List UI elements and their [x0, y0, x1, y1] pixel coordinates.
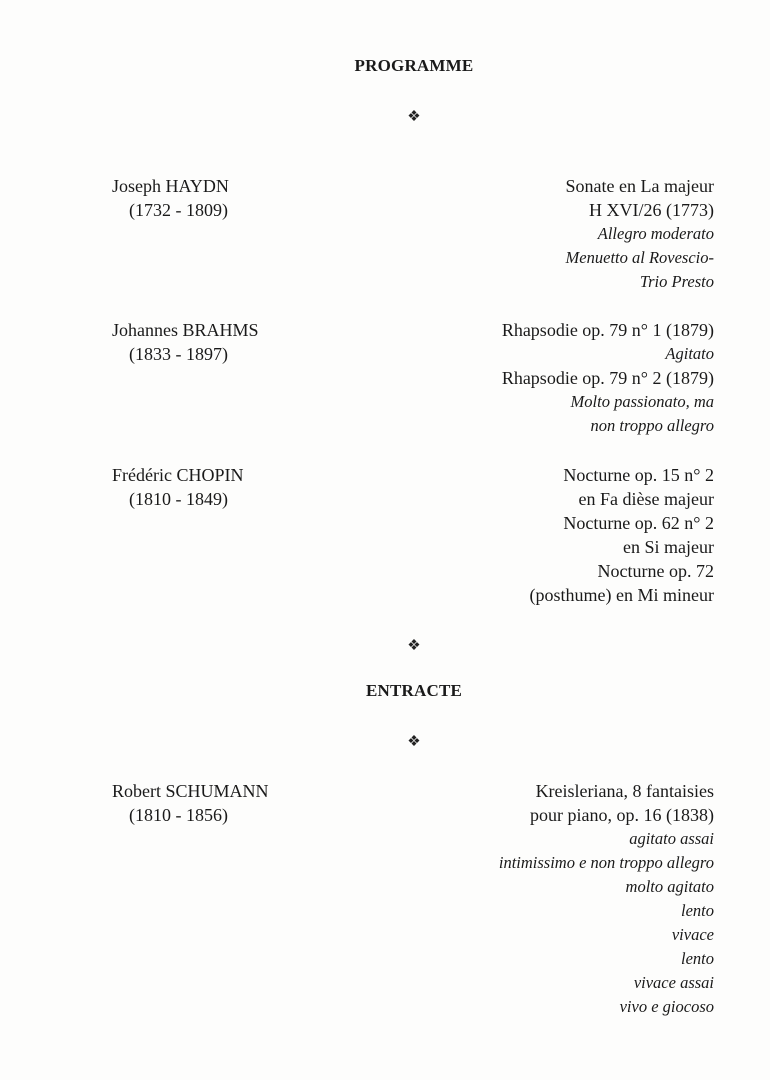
works-chopin [530, 463, 714, 607]
composer-name: Joseph HAYDN [112, 176, 229, 196]
work-line: Sonate en La majeur [565, 176, 714, 196]
work-line: H XVI/26 (1773) [589, 200, 714, 220]
composer-name: Robert SCHUMANN [112, 781, 269, 801]
works-haydn [566, 174, 714, 294]
works-schumann [499, 779, 714, 1019]
movement-line: Trio Presto [639, 272, 714, 291]
composer-dates: (1833 - 1897) [129, 344, 228, 364]
intermission-heading: ENTRACTE [365, 681, 463, 700]
movement-line: Menuetto al Rovescio- [565, 248, 714, 267]
movement-line: Allegro moderato [597, 224, 714, 243]
ornament-divider-top: ❖ [407, 107, 421, 125]
movement-line: vivo e giocoso [619, 997, 714, 1016]
composer-name: Johannes BRAHMS [112, 320, 259, 340]
movement-line: lento [681, 949, 714, 968]
composer-haydn [112, 174, 229, 222]
movement-line: Molto passionato, ma [570, 392, 714, 411]
work-line: Rhapsodie op. 79 n° 1 (1879) [501, 320, 714, 340]
composer-chopin [112, 463, 243, 511]
work-line: en Si majeur [623, 537, 714, 557]
movement-line: vivace assai [633, 973, 714, 992]
ornament-divider-middle: ❖ [407, 636, 421, 654]
programme-title: PROGRAMME [354, 56, 474, 75]
work-line: en Fa dièse majeur [578, 489, 714, 509]
ornament-divider-bottom: ❖ [407, 732, 421, 750]
work-line: Kreisleriana, 8 fantaisies [535, 781, 714, 801]
movement-line: agitato assai [629, 829, 714, 848]
composer-dates: (1810 - 1849) [129, 489, 228, 509]
composer-name: Frédéric CHOPIN [112, 465, 244, 485]
work-line: Nocturne op. 15 n° 2 [563, 465, 714, 485]
work-line: pour piano, op. 16 (1838) [530, 805, 714, 825]
composer-dates: (1732 - 1809) [129, 200, 228, 220]
composer-brahms [112, 318, 259, 366]
works-brahms [502, 318, 714, 438]
composer-dates: (1810 - 1856) [129, 805, 228, 825]
movement-line: lento [681, 901, 714, 920]
movement-line: non troppo allegro [590, 416, 714, 435]
work-line: Nocturne op. 62 n° 2 [563, 513, 714, 533]
movement-line: Agitato [665, 344, 714, 363]
work-line: (posthume) en Mi mineur [529, 585, 714, 605]
composer-schumann [112, 779, 269, 827]
work-line: Rhapsodie op. 79 n° 2 (1879) [501, 368, 714, 388]
work-line: Nocturne op. 72 [597, 561, 714, 581]
movement-line: molto agitato [625, 877, 714, 896]
movement-line: vivace [671, 925, 714, 944]
movement-line: intimissimo e non troppo allegro [498, 853, 714, 872]
